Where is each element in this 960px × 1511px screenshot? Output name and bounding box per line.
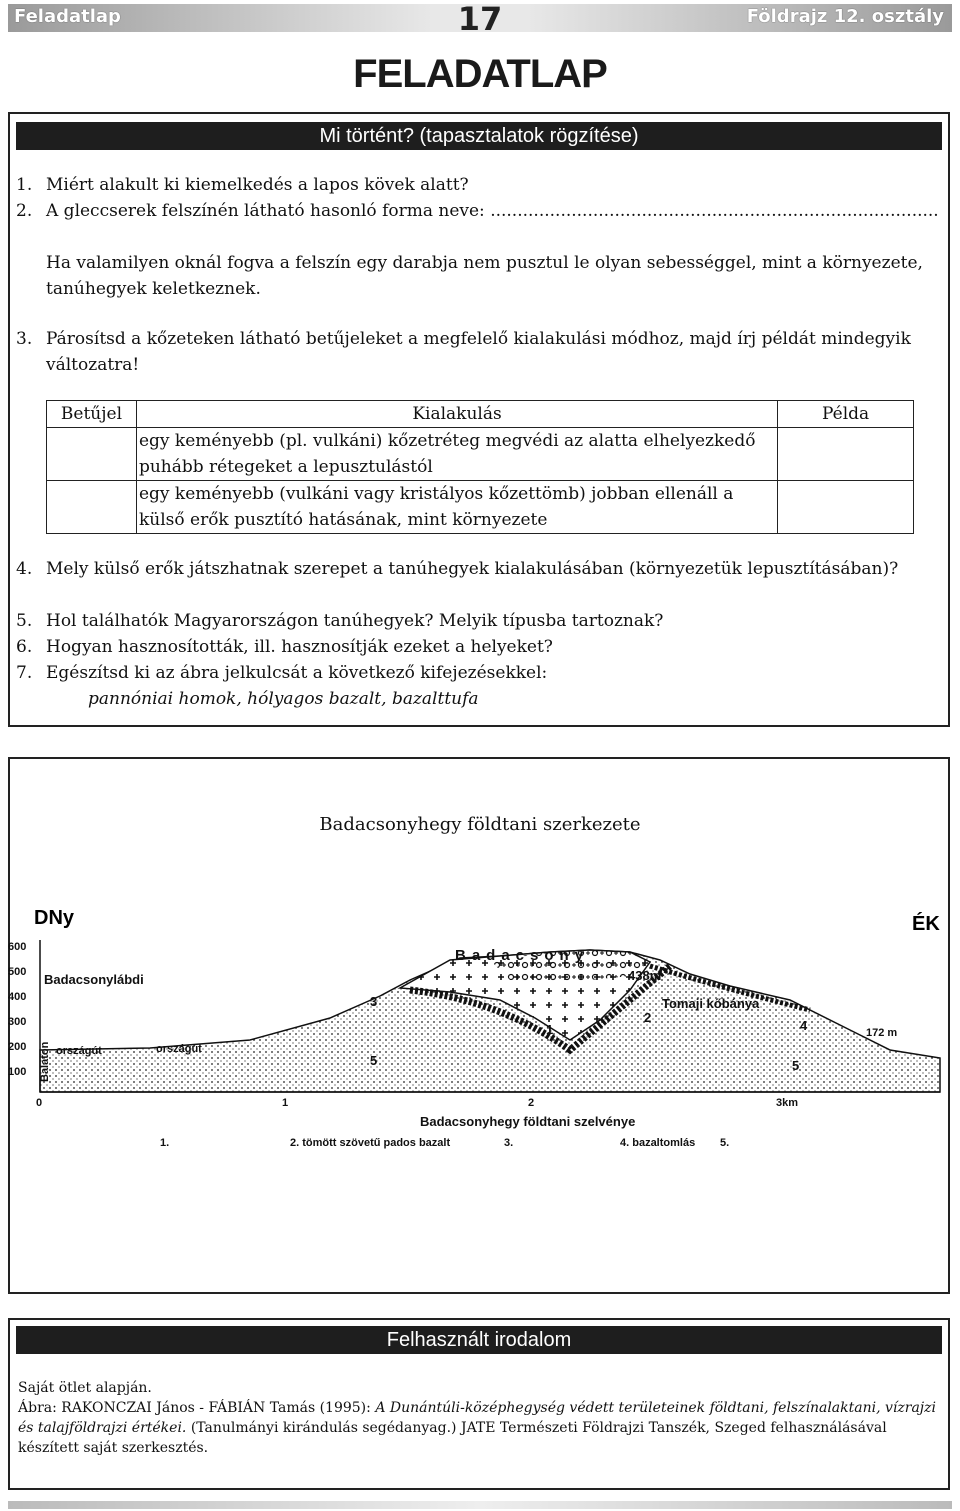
figure-caption: Badacsonyhegy földtani szelvénye: [420, 1114, 636, 1129]
question-2: 2. A gleccserek felszínén látható hasonló forma neve: ...................................................................................: [16, 201, 939, 221]
references-line-1: Saját ötlet alapján.: [18, 1380, 152, 1396]
label-3: 3: [370, 994, 378, 1009]
legend-5: 5.: [720, 1137, 730, 1149]
label-badacsonylabdi: Badacsonylábdi: [44, 972, 144, 987]
col-header-pelda: Példa: [778, 401, 914, 428]
letter-cell[interactable]: [47, 428, 137, 481]
y-tick: 200: [8, 1041, 27, 1053]
question-6: 6. Hogyan hasznosították, ill. hasznosítják ezeket a helyeket?: [16, 637, 553, 657]
legend-4: 4. bazaltomlás: [620, 1137, 696, 1149]
figure-title: Badacsonyhegy földtani szerkezete: [319, 814, 641, 835]
label-orszagut-1: országút: [56, 1045, 102, 1057]
label-4: 4: [800, 1018, 808, 1033]
label-2: 2: [644, 1010, 652, 1025]
question-7-terms: pannóniai homok, hólyagos bazalt, bazalttufa: [88, 689, 479, 709]
footer-bar: [8, 1501, 952, 1509]
dir-right: ÉK: [912, 913, 940, 935]
label-badacsony: Badacsony: [455, 947, 590, 964]
header-left: Feladatlap: [14, 6, 121, 27]
x-tick: 1: [282, 1097, 289, 1109]
header-right: Földrajz 12. osztály: [746, 6, 944, 27]
label-orszagut-2: országút: [156, 1043, 202, 1055]
question-3: 3. Párosítsd a kőzeteken látható betűjeleket a megfelelő kialakulási módhoz, majd írj példát mindegyik változatra!: [16, 329, 911, 375]
label-5a: 5: [370, 1053, 378, 1068]
x-tick: 0: [36, 1097, 43, 1109]
x-tick: 2: [528, 1097, 535, 1109]
col-header-kialakulas: Kialakulás: [136, 401, 777, 428]
y-tick: 400: [8, 991, 27, 1003]
label-5b: 5: [792, 1058, 800, 1073]
page-title: FELADATLAP: [353, 52, 607, 96]
label-balaton: Balaton: [39, 1041, 51, 1082]
geologic-cross-section: [8, 900, 950, 1160]
example-cell[interactable]: [778, 428, 914, 481]
page-number: 17: [457, 0, 503, 38]
y-tick: 600: [8, 941, 27, 953]
y-tick: 500: [8, 966, 27, 978]
question-4: 4. Mely külső erők játszhatnak szerepet a tanúhegyek kialakulásában (környezetük lepusztításában)?: [16, 559, 899, 579]
x-tick: 3km: [776, 1097, 799, 1109]
references-band: Felhasznált irodalom: [16, 1326, 942, 1354]
label-peak: 438m: [628, 968, 662, 983]
question-7: 7. Egészítsd ki az ábra jelkulcsát a következő kifejezésekkel:: [16, 663, 548, 683]
legend-2: 2. tömött szövetű pados bazalt: [290, 1137, 451, 1149]
y-tick: 300: [8, 1016, 27, 1028]
table-row: [47, 481, 914, 534]
col-header-betujel: Betűjel: [47, 401, 137, 428]
letter-cell[interactable]: [47, 481, 137, 534]
references-source: Ábra: RAKONCZAI János - FÁBIÁN Tamás (1995): A Dunántúli-középhegység védett területeinek földtani, felszínalaktani, vízrajzi és talajföldrajzi értékei. (Tanulmányi kirándulás segédanyag.) JATE Természeti Földrajzi Tanszék, Szeged felhasználásával készített saját szerkesztés.: [18, 1400, 936, 1456]
info-paragraph: Ha valamilyen oknál fogva a felszín egy darabja nem pusztul le olyan sebességgel, mint a környezete, tanúhegyek keletkeznek.: [46, 253, 923, 299]
formation-cell: egy keményebb (pl. vulkáni) kőzetréteg megvédi az alatta elhelyezkedő puhább rétegeket a lepusztulástól: [136, 428, 777, 481]
section-band: Mi történt? (tapasztalatok rögzítése): [16, 122, 942, 150]
dir-left: DNy: [34, 907, 75, 929]
legend-1: 1.: [160, 1137, 170, 1149]
formation-cell: egy keményebb (vulkáni vagy kristályos kőzettömb) jobban ellenáll a külső erők pusztító hatásának, mint környezete: [136, 481, 777, 534]
table-row: [47, 428, 914, 481]
question-5: 5. Hol találhatók Magyarországon tanúhegyek? Melyik típusba tartoznak?: [16, 611, 664, 631]
question-1: 1. Miért alakult ki kiemelkedés a lapos kövek alatt?: [16, 175, 469, 195]
label-tomaji: Tomaji kőbánya: [662, 996, 760, 1011]
label-right-height: 172 m: [866, 1027, 898, 1039]
legend-3: 3.: [504, 1137, 514, 1149]
label-1: 1: [546, 1022, 554, 1037]
example-cell[interactable]: [778, 481, 914, 534]
matching-table: [46, 400, 914, 534]
y-tick: 100: [8, 1066, 27, 1078]
